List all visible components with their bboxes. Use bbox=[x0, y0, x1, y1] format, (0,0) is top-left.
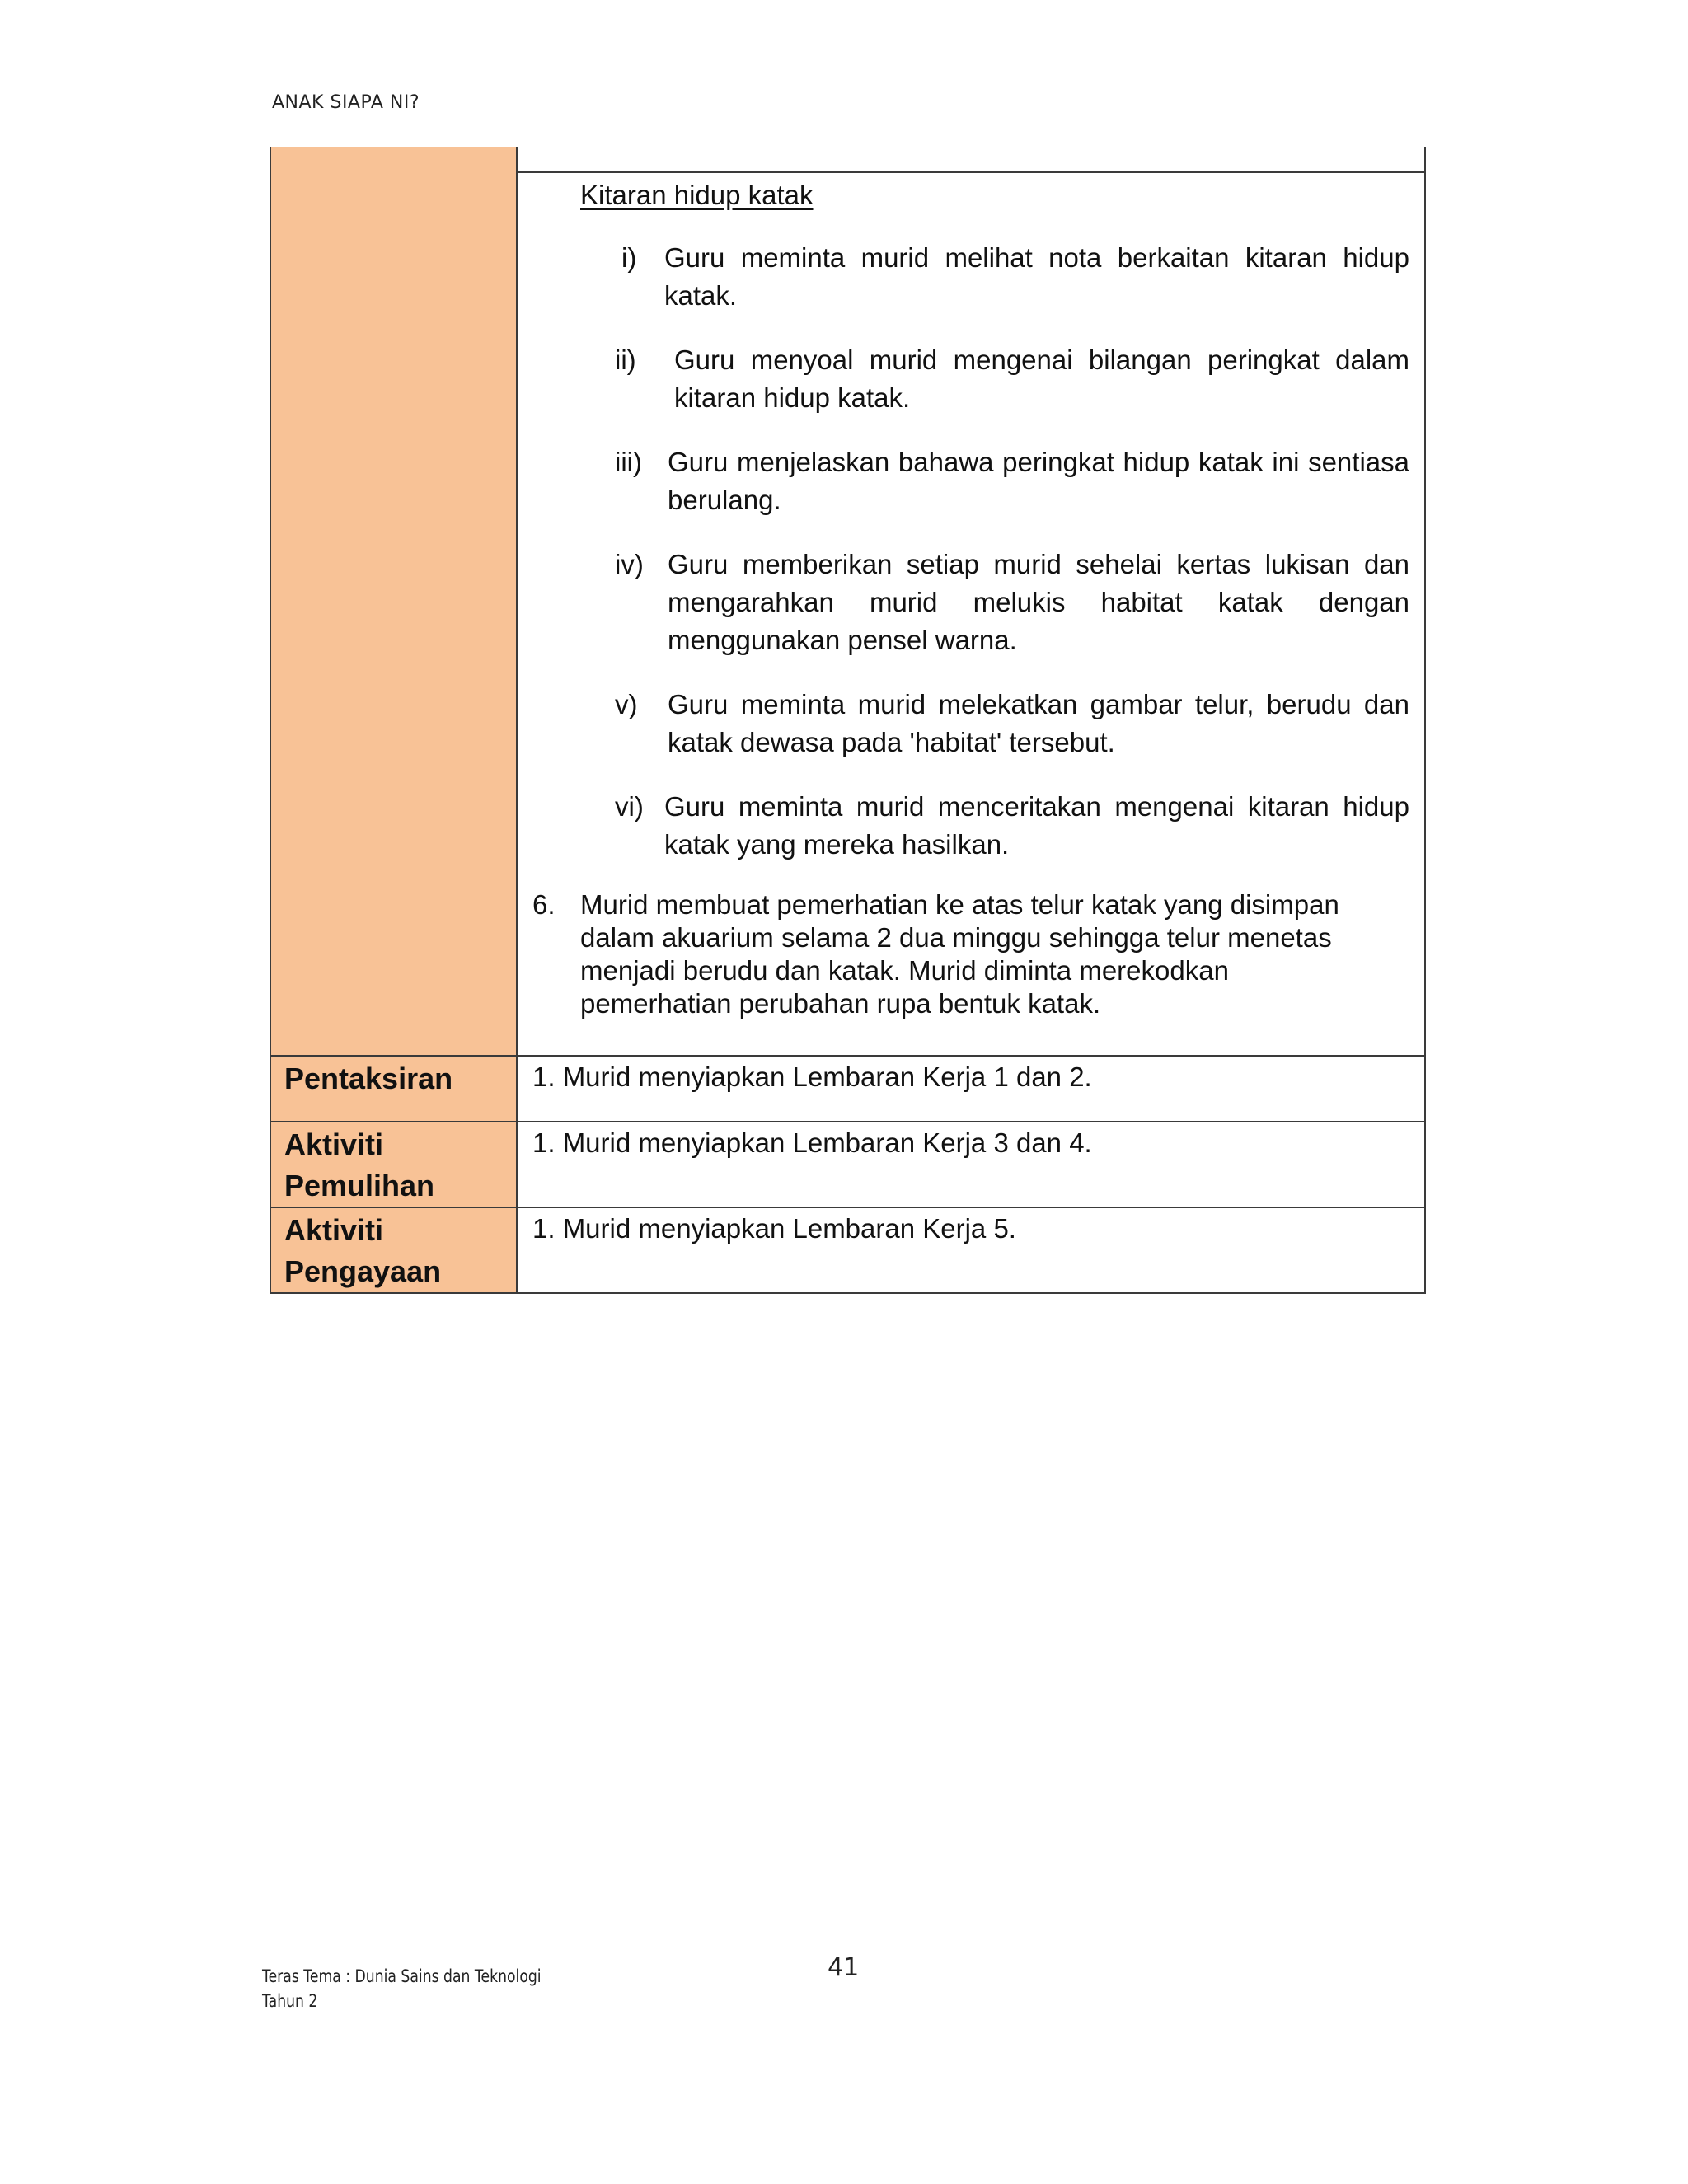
step-item bbox=[615, 686, 1409, 762]
table-row-pengayaan bbox=[270, 1207, 1425, 1293]
section-title: Kitaran hidup katak bbox=[580, 180, 814, 210]
row-label: Pentaksiran bbox=[284, 1061, 453, 1095]
step-number: v) bbox=[615, 689, 638, 719]
top-divider bbox=[518, 147, 1424, 173]
step-text: Guru meminta murid melihat nota berkaitan kitaran hidup katak. bbox=[664, 242, 1409, 311]
step-number: i) bbox=[621, 242, 637, 273]
step-number: vi) bbox=[615, 791, 644, 822]
step-item bbox=[621, 239, 1409, 315]
row-label-cell bbox=[270, 1122, 517, 1207]
label-cell-empty bbox=[270, 147, 517, 1056]
step-text: Guru memberikan setiap murid sehelai kertas lukisan dan mengarahkan murid melukis habitat katak dengan menggunakan pensel warna. bbox=[668, 549, 1409, 655]
step-item bbox=[615, 788, 1409, 864]
step-number: iv) bbox=[615, 549, 644, 579]
footer-theme bbox=[262, 1964, 542, 2013]
table-row-pemulihan bbox=[270, 1122, 1425, 1207]
row-content: 1. Murid menyiapkan Lembaran Kerja 1 dan 2. bbox=[532, 1061, 1092, 1092]
row-content-cell bbox=[517, 1122, 1425, 1207]
step-item bbox=[615, 546, 1409, 659]
row-content-cell bbox=[517, 1207, 1425, 1293]
table-row-activities bbox=[270, 147, 1425, 1056]
page-header-title: ANAK SIAPA NI? bbox=[272, 92, 420, 113]
item-text: Murid membuat pemerhatian ke atas telur katak yang disimpan dalam akuarium selama 2 dua minggu sehingga telur menetas menjadi berudu dan katak. Murid diminta merekodkan pemerhatian perubahan rupa bentuk katak. bbox=[580, 889, 1339, 1019]
lesson-plan-table bbox=[270, 147, 1426, 1294]
numbered-item-6 bbox=[532, 888, 1375, 1020]
table-row-pentaksiran bbox=[270, 1056, 1425, 1122]
activities-content-cell bbox=[517, 147, 1425, 1056]
row-content: 1. Murid menyiapkan Lembaran Kerja 5. bbox=[532, 1212, 1016, 1244]
row-label: Aktiviti Pengayaan bbox=[284, 1212, 442, 1288]
footer-theme-line: Teras Tema : Dunia Sains dan Teknologi bbox=[262, 1966, 542, 1986]
step-number: ii) bbox=[615, 344, 636, 375]
step-item bbox=[615, 341, 1409, 417]
row-label-cell bbox=[270, 1207, 517, 1293]
item-number: 6. bbox=[532, 889, 556, 920]
row-content: 1. Murid menyiapkan Lembaran Kerja 3 dan 4. bbox=[532, 1127, 1092, 1158]
footer-year-line: Tahun 2 bbox=[262, 1991, 318, 2011]
step-item bbox=[615, 443, 1409, 519]
step-number: iii) bbox=[615, 447, 642, 477]
step-text: Guru menjelaskan bahawa peringkat hidup katak ini sentiasa berulang. bbox=[668, 447, 1409, 515]
page-number: 41 bbox=[828, 1953, 860, 1982]
step-text: Guru meminta murid melekatkan gambar telur, berudu dan katak dewasa pada 'habitat' tersebut. bbox=[668, 689, 1409, 757]
row-content-cell bbox=[517, 1056, 1425, 1122]
step-text: Guru meminta murid menceritakan mengenai kitaran hidup katak yang mereka hasilkan. bbox=[664, 791, 1409, 860]
row-label-cell bbox=[270, 1056, 517, 1122]
step-text: Guru menyoal murid mengenai bilangan peringkat dalam kitaran hidup katak. bbox=[674, 344, 1409, 413]
row-label: Aktiviti Pemulihan bbox=[284, 1127, 435, 1202]
